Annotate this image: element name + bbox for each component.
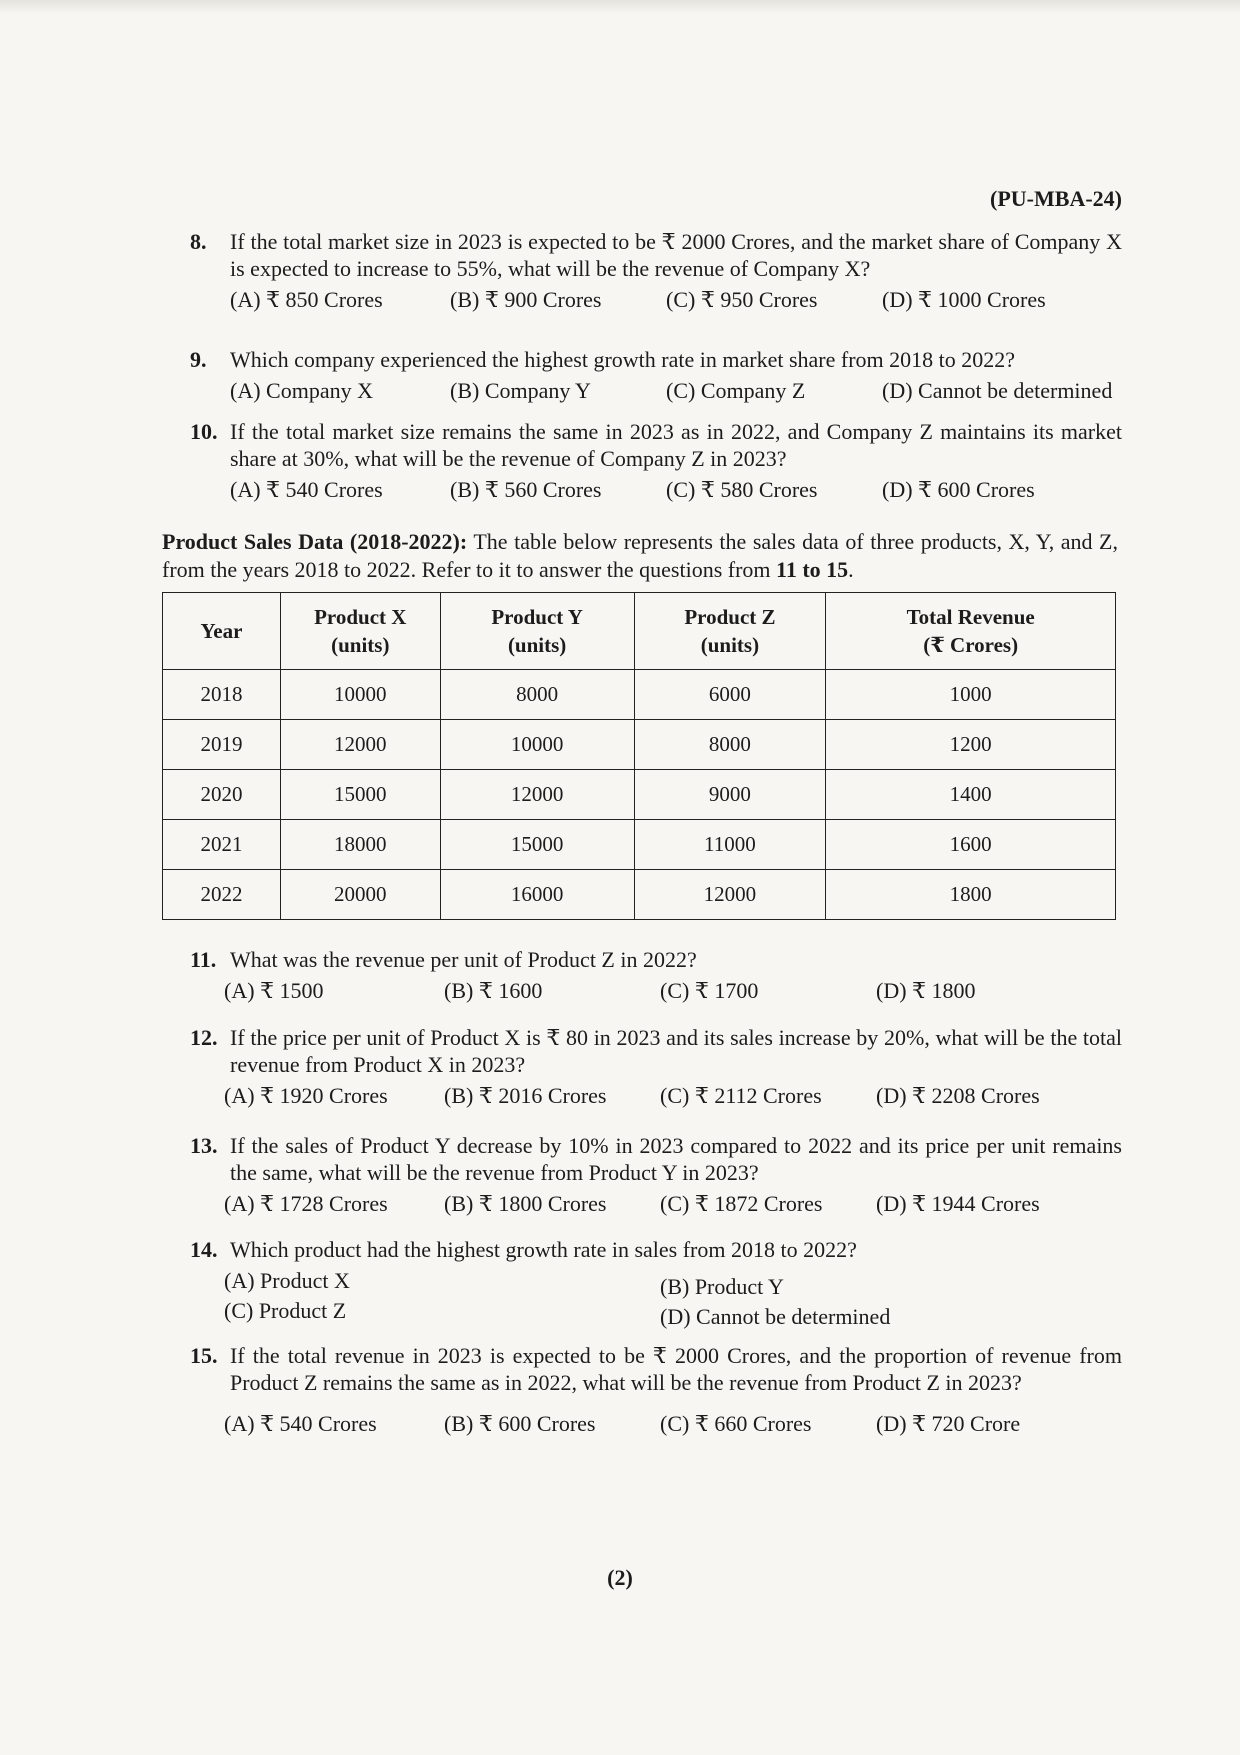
- cell-year: 2022: [163, 870, 281, 920]
- option-d: (D) Cannot be determined: [660, 1304, 891, 1329]
- cell-total-revenue: 1600: [826, 820, 1116, 870]
- cell-product-x: 10000: [280, 670, 440, 720]
- option-c: (C) ₹ 580 Crores: [666, 477, 818, 502]
- option-c: (C) ₹ 660 Crores: [660, 1411, 812, 1436]
- intro-end: .: [848, 557, 854, 582]
- cell-product-z: 6000: [634, 670, 826, 720]
- options: [192, 977, 1122, 1007]
- option-b: (B) ₹ 900 Crores: [450, 287, 602, 312]
- option-a: (A) Product X: [224, 1268, 350, 1293]
- cell-product-x: 12000: [280, 720, 440, 770]
- option-c: (C) ₹ 950 Crores: [666, 287, 818, 312]
- question-8: [192, 228, 1122, 316]
- option-a: (A) ₹ 1500: [224, 978, 324, 1003]
- question-number: 14.: [190, 1237, 218, 1262]
- question-number: 15.: [190, 1343, 218, 1368]
- scan-edge: [0, 0, 1240, 14]
- table-row: [163, 870, 1116, 920]
- cell-year: 2018: [163, 670, 281, 720]
- cell-product-x: 20000: [280, 870, 440, 920]
- cell-total-revenue: 1800: [826, 870, 1116, 920]
- question-text: If the total market size remains the same in 2023 as in 2022, and Company Z maintains its market share at 30%, what will be the revenue of Company Z in 2023?: [230, 419, 1122, 471]
- option-b: (B) ₹ 1600: [444, 978, 543, 1003]
- option-a: (A) ₹ 1728 Crores: [224, 1191, 388, 1216]
- table-row: [163, 670, 1116, 720]
- option-b: (B) Product Y: [660, 1274, 784, 1299]
- question-number: 11.: [190, 947, 217, 972]
- header-product-y: Product Y (units): [440, 593, 634, 670]
- header-product-x: Product X (units): [280, 593, 440, 670]
- option-d: (D) ₹ 1944 Crores: [876, 1191, 1040, 1216]
- cell-product-z: 12000: [634, 870, 826, 920]
- cell-product-z: 9000: [634, 770, 826, 820]
- option-d: (D) ₹ 1800: [876, 978, 976, 1003]
- cell-product-y: 12000: [440, 770, 634, 820]
- table-row: [163, 770, 1116, 820]
- question-number: 9.: [190, 347, 207, 372]
- cell-product-z: 11000: [634, 820, 826, 870]
- cell-product-y: 15000: [440, 820, 634, 870]
- options: [192, 476, 1122, 506]
- question-10: [192, 418, 1122, 506]
- option-c: (C) ₹ 1700: [660, 978, 759, 1003]
- table-intro: [162, 528, 1118, 584]
- option-d: (D) ₹ 1000 Crores: [882, 287, 1046, 312]
- cell-total-revenue: 1400: [826, 770, 1116, 820]
- option-c: (C) ₹ 1872 Crores: [660, 1191, 823, 1216]
- option-a: (A) ₹ 1920 Crores: [224, 1083, 388, 1108]
- options: [192, 286, 1122, 316]
- table-header-row: [163, 593, 1116, 670]
- option-b: (B) ₹ 560 Crores: [450, 477, 602, 502]
- header-total-revenue: Total Revenue (₹ Crores): [826, 593, 1116, 670]
- question-number: 12.: [190, 1025, 218, 1050]
- option-a: (A) ₹ 540 Crores: [230, 477, 383, 502]
- question-14: [192, 1236, 1122, 1327]
- header-product-z: Product Z (units): [634, 593, 826, 670]
- question-text: Which product had the highest growth rate in sales from 2018 to 2022?: [230, 1237, 857, 1262]
- cell-product-x: 15000: [280, 770, 440, 820]
- page-number: (2): [607, 1565, 633, 1590]
- question-text: If the price per unit of Product X is ₹ 80 in 2023 and its sales increase by 20%, what will be the total revenue from Product X in 2023?: [230, 1025, 1122, 1077]
- cell-product-z: 8000: [634, 720, 826, 770]
- table-row: [163, 820, 1116, 870]
- intro-text: The table below represents the sales data of three products, X, Y, and Z, from the years 2018 to 2022. Refer to it to answer the questions from: [162, 529, 1118, 582]
- option-c: (C) ₹ 2112 Crores: [660, 1083, 822, 1108]
- paper-code: (PU-MBA-24): [990, 186, 1122, 211]
- option-a: (A) Company X: [230, 378, 373, 403]
- question-11: [192, 946, 1122, 1007]
- options: [192, 1267, 1122, 1327]
- question-text: What was the revenue per unit of Product Z in 2022?: [230, 947, 697, 972]
- cell-year: 2021: [163, 820, 281, 870]
- question-number: 10.: [190, 419, 218, 444]
- options: [192, 1410, 1122, 1440]
- cell-year: 2019: [163, 720, 281, 770]
- question-text: If the total revenue in 2023 is expected to be ₹ 2000 Crores, and the proportion of revenue from Product Z remains the same as in 2022, what will be the revenue from Product Z in 2023?: [230, 1343, 1122, 1395]
- option-b: (B) ₹ 1800 Crores: [444, 1191, 607, 1216]
- table-row: [163, 720, 1116, 770]
- cell-product-x: 18000: [280, 820, 440, 870]
- question-text: If the total market size in 2023 is expected to be ₹ 2000 Crores, and the market share of Company X is expected to increase to 55%, what will be the revenue of Company X?: [230, 229, 1122, 281]
- option-d: (D) ₹ 600 Crores: [882, 477, 1035, 502]
- option-a: (A) ₹ 850 Crores: [230, 287, 383, 312]
- cell-year: 2020: [163, 770, 281, 820]
- question-9: [192, 346, 1122, 407]
- cell-total-revenue: 1000: [826, 670, 1116, 720]
- question-text: If the sales of Product Y decrease by 10% in 2023 compared to 2022 and its price per unit remains the same, what will be the revenue from Product Y in 2023?: [230, 1133, 1122, 1185]
- cell-total-revenue: 1200: [826, 720, 1116, 770]
- options: [192, 1190, 1122, 1220]
- question-number: 8.: [190, 229, 207, 254]
- question-12: [192, 1024, 1122, 1112]
- option-a: (A) ₹ 540 Crores: [224, 1411, 377, 1436]
- header-year: Year: [163, 593, 281, 670]
- options: [192, 1082, 1122, 1112]
- option-d: (D) Cannot be determined: [882, 378, 1113, 403]
- option-d: (D) ₹ 720 Crore: [876, 1411, 1021, 1436]
- cell-product-y: 16000: [440, 870, 634, 920]
- question-13: [192, 1132, 1122, 1220]
- intro-title: Product Sales Data (2018-2022):: [162, 529, 468, 554]
- question-text: Which company experienced the highest growth rate in market share from 2018 to 2022?: [230, 347, 1016, 372]
- option-b: (B) ₹ 2016 Crores: [444, 1083, 607, 1108]
- question-number: 13.: [190, 1133, 218, 1158]
- cell-product-y: 8000: [440, 670, 634, 720]
- sales-table: [162, 592, 1116, 920]
- options: [192, 377, 1122, 407]
- cell-product-y: 10000: [440, 720, 634, 770]
- option-d: (D) ₹ 2208 Crores: [876, 1083, 1040, 1108]
- intro-range: 11 to 15: [776, 557, 849, 582]
- option-b: (B) Company Y: [450, 378, 591, 403]
- option-c: (C) Company Z: [666, 378, 806, 403]
- option-c: (C) Product Z: [224, 1298, 347, 1323]
- option-b: (B) ₹ 600 Crores: [444, 1411, 596, 1436]
- question-15: [192, 1342, 1122, 1440]
